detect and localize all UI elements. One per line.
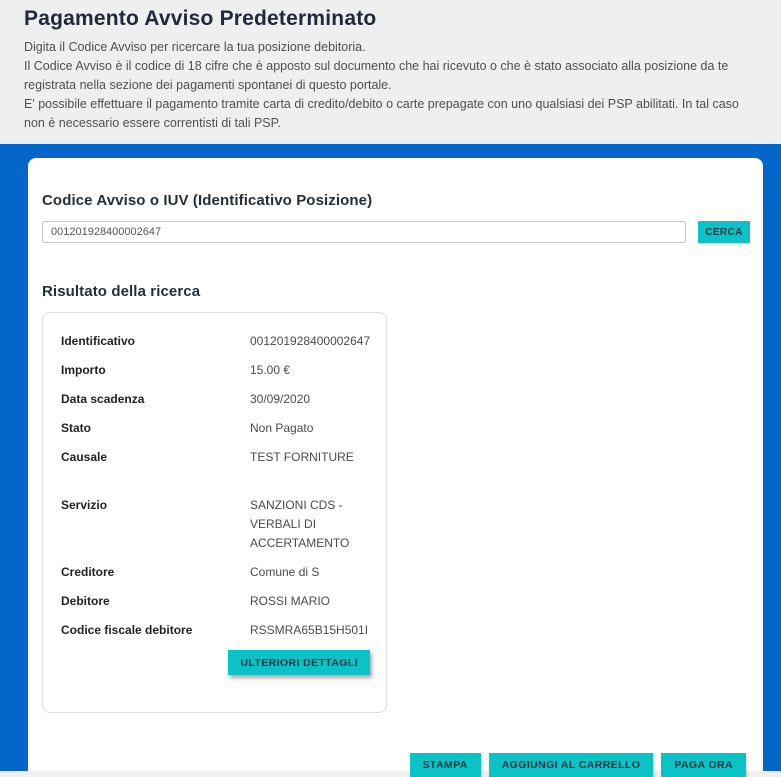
content-background bbox=[0, 144, 781, 771]
field-value: ROSSI MARIO bbox=[250, 594, 331, 608]
field-value: RSSMRA65B15H501I bbox=[250, 623, 369, 637]
field-label: Servizio bbox=[61, 498, 108, 512]
result-row-causale bbox=[61, 448, 370, 467]
result-row-importo bbox=[61, 361, 370, 380]
results-heading: Risultato della ricerca bbox=[42, 283, 201, 300]
field-value: 15.00 € bbox=[250, 363, 291, 377]
result-row-stato bbox=[61, 419, 370, 438]
field-label: Creditore bbox=[61, 565, 115, 579]
page-description bbox=[24, 38, 755, 133]
result-card bbox=[42, 312, 387, 713]
codice-avviso-label: Codice Avviso o IUV (Identificativo Posizione) bbox=[42, 192, 373, 209]
page-title: Pagamento Avviso Predeterminato bbox=[24, 7, 377, 30]
result-row-debitore bbox=[61, 592, 370, 611]
field-value: SANZIONI CDS - VERBALI DI ACCERTAMENTO bbox=[250, 498, 350, 550]
ulteriori-dettagli-button[interactable]: ULTERIORI DETTAGLI bbox=[228, 650, 370, 675]
description-line: Digita il Codice Avviso per ricercare la tua posizione debitoria. bbox=[24, 40, 366, 54]
details-button-row bbox=[61, 650, 370, 675]
stampa-button[interactable]: STAMPA bbox=[410, 753, 481, 777]
result-row-servizio bbox=[61, 496, 370, 553]
field-value: TEST FORNITURE bbox=[250, 450, 354, 464]
field-label: Data scadenza bbox=[61, 392, 145, 406]
result-row-creditore bbox=[61, 563, 370, 582]
field-label: Importo bbox=[61, 363, 106, 377]
field-label: Stato bbox=[61, 421, 91, 435]
search-row bbox=[42, 221, 750, 243]
field-value: 30/09/2020 bbox=[250, 392, 311, 406]
result-row-codice-fiscale bbox=[61, 621, 370, 640]
paga-ora-button[interactable]: PAGA ORA bbox=[661, 753, 746, 777]
main-card bbox=[28, 158, 763, 771]
field-label: Codice fiscale debitore bbox=[61, 623, 193, 637]
result-row-data-scadenza bbox=[61, 390, 370, 409]
codice-avviso-input[interactable] bbox=[42, 221, 686, 243]
actions-row bbox=[42, 753, 750, 777]
field-label: Debitore bbox=[61, 594, 110, 608]
aggiungi-al-carrello-button[interactable]: AGGIUNGI AL CARRELLO bbox=[489, 753, 654, 777]
description-line: E' possibile effettuare il pagamento tramite carta di credito/debito o carte prepagate con uno qualsiasi dei PSP abilitati. In tal caso non è necessario essere correntisti di tali PSP. bbox=[24, 97, 739, 130]
result-row-identificativo bbox=[61, 332, 370, 351]
field-value: Comune di S bbox=[250, 565, 320, 579]
field-label: Causale bbox=[61, 450, 108, 464]
field-value: 001201928400002647 bbox=[250, 334, 371, 348]
page-header bbox=[0, 0, 781, 144]
cerca-button[interactable]: CERCA bbox=[698, 221, 750, 243]
field-value: Non Pagato bbox=[250, 421, 314, 435]
description-line: Il Codice Avviso è il codice di 18 cifre che è apposto sul documento che hai ricevuto o che è stato associato alla posizione da te registrata nella sezione dei pagamenti spontanei di questo portale. bbox=[24, 59, 729, 92]
field-label: Identificativo bbox=[61, 334, 136, 348]
